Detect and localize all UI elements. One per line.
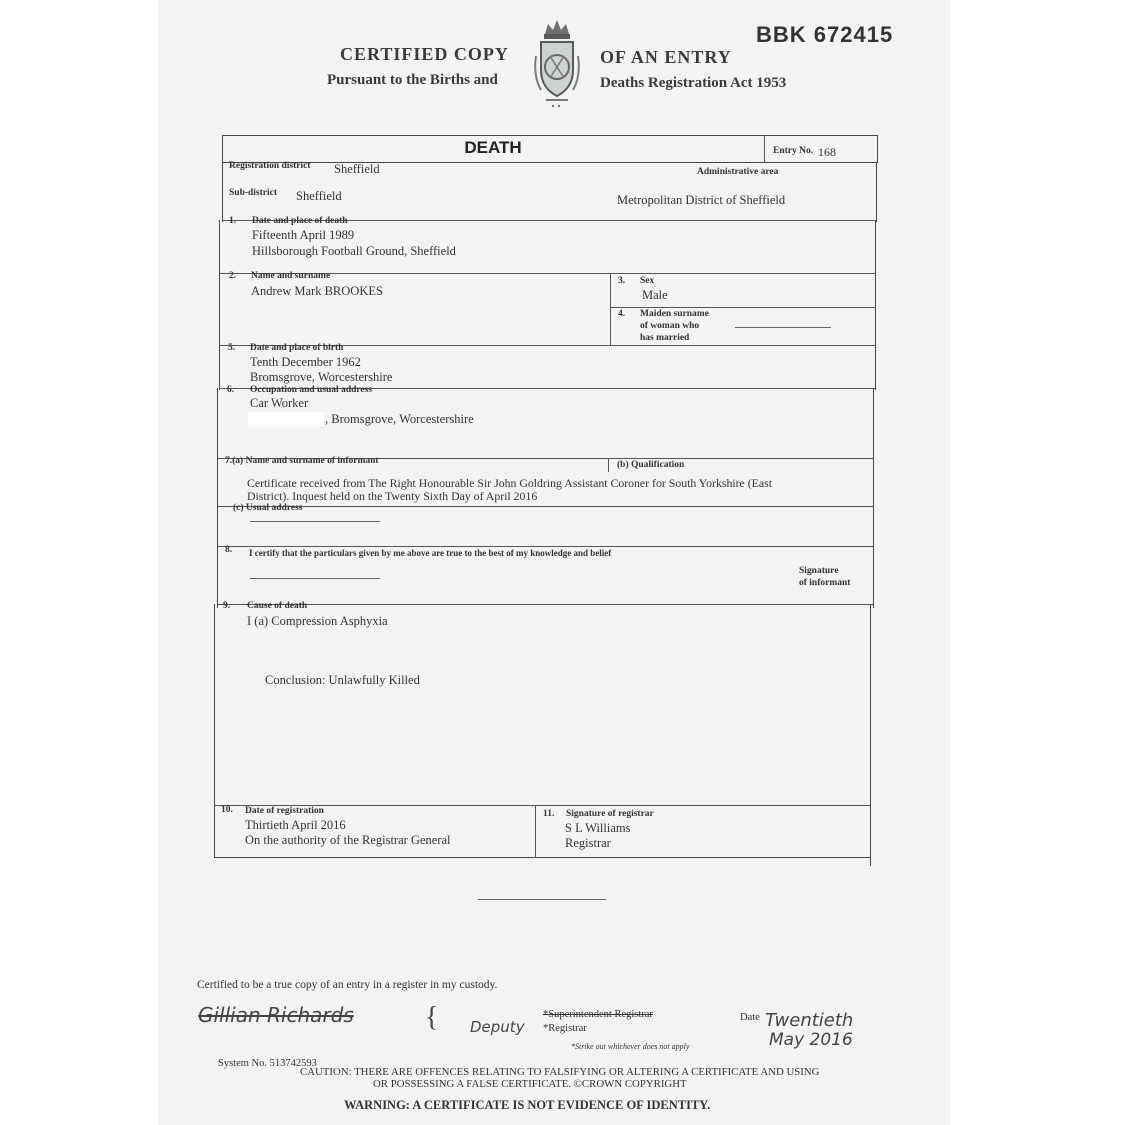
registration-date-label: Date of registration xyxy=(245,806,324,816)
registration-date: Thirtieth April 2016 xyxy=(245,818,346,832)
sub-district: Sheffield xyxy=(296,189,342,203)
header-subtitle-left: Pursuant to the Births and xyxy=(327,72,498,88)
cause-of-death: I (a) Compression Asphyxia xyxy=(247,614,388,628)
certified-statement: Certified to be a true copy of an entry in a register in my custody. xyxy=(197,979,498,991)
usual-address: , Bromsgrove, Worcestershire xyxy=(325,412,474,426)
sex-label: Sex xyxy=(640,276,655,286)
entry-no-label: Entry No. xyxy=(773,146,814,156)
field-3-number: 3. xyxy=(618,276,626,286)
informant-line-1: Certificate received from The Right Honourable Sir John Goldring Assistant Coroner for South Yorkshire (East xyxy=(247,476,772,490)
informant-line-2: District). Inquest held on the Twenty Sixth Day of April 2016 xyxy=(247,489,538,503)
sub-district-label: Sub-district xyxy=(229,188,278,198)
date-place-birth-label: Date and place of birth xyxy=(250,343,344,353)
date-of-death: Fifteenth April 1989 xyxy=(252,228,355,242)
registration-district-label: Registration district xyxy=(229,161,311,171)
registration-authority: On the authority of the Registrar General xyxy=(245,833,451,847)
footer-rule xyxy=(478,899,606,900)
name-surname-label: Name and surname xyxy=(251,271,331,281)
field-2-number: 2. xyxy=(229,271,237,281)
header-subtitle-right: Deaths Registration Act 1953 xyxy=(600,75,787,91)
informant-address-blank xyxy=(250,521,380,522)
date-label: Date xyxy=(740,1012,760,1023)
serial-number: BBK 672415 xyxy=(756,22,894,47)
inquest-conclusion: Conclusion: Unlawfully Killed xyxy=(265,673,420,687)
strike-note: *Strike out whichever does not apply xyxy=(571,1042,690,1051)
brace-glyph: { xyxy=(425,1002,439,1033)
registrar-option: *Registrar xyxy=(543,1023,587,1034)
certified-date-line-1: Twentieth xyxy=(765,1010,854,1031)
field-11-number: 11. xyxy=(543,809,555,819)
certified-date-line-2: May 2016 xyxy=(769,1030,853,1050)
occupation-address-label: Occupation and usual address xyxy=(250,385,373,395)
registrar-signature-label: Signature of registrar xyxy=(566,809,654,819)
royal-crest-icon xyxy=(532,16,582,110)
redacted-address xyxy=(248,412,324,426)
form-title: DEATH xyxy=(464,138,522,157)
field-4-number: 4. xyxy=(618,309,626,319)
field-6-number: 6. xyxy=(227,385,235,395)
signature-label: Signature xyxy=(799,566,839,576)
system-number: System No. 513742593 xyxy=(218,1058,317,1069)
signature-informant-label: of informant xyxy=(799,578,851,588)
maiden-surname-label-2: of woman who xyxy=(640,321,700,331)
field-9-number: 9. xyxy=(223,601,231,611)
identity-warning: WARNING: A CERTIFICATE IS NOT EVIDENCE OF IDENTITY. xyxy=(344,1098,711,1112)
informant-signature-blank xyxy=(250,578,380,579)
sex-value: Male xyxy=(642,288,668,302)
place-of-birth: Bromsgrove, Worcestershire xyxy=(250,370,393,384)
cause-of-death-label: Cause of death xyxy=(247,601,308,611)
administrative-area-label: Administrative area xyxy=(697,167,779,177)
header-title-right: OF AN ENTRY xyxy=(600,47,732,67)
registrar-name: S L Williams xyxy=(565,821,631,835)
caution-line-1: CAUTION: THERE ARE OFFENCES RELATING TO FALSIFYING OR ALTERING A CERTIFICATE AND USING xyxy=(300,1066,820,1078)
registration-district: Sheffield xyxy=(334,162,380,176)
occupation: Car Worker xyxy=(250,396,309,410)
qualification-label: (b) Qualification xyxy=(617,460,685,470)
date-place-death-label: Date and place of death xyxy=(252,216,348,226)
date-of-birth: Tenth December 1962 xyxy=(250,355,361,369)
maiden-surname-label: Maiden surname xyxy=(640,309,709,319)
place-of-death: Hillsborough Football Ground, Sheffield xyxy=(252,244,456,258)
certifier-signature: Gillian Richards xyxy=(198,1003,354,1027)
informant-name-label: 7.(a) Name and surname of informant xyxy=(225,456,379,466)
caution-line-2: OR POSSESSING A FALSE CERTIFICATE. ©CROWN COPYRIGHT xyxy=(373,1078,687,1090)
field-1-number: 1. xyxy=(229,216,237,226)
field-8-number: 8. xyxy=(225,545,233,555)
certify-statement: I certify that the particulars given by me above are true to the best of my knowledge and belief xyxy=(249,548,612,558)
administrative-area: Metropolitan District of Sheffield xyxy=(617,193,786,207)
maiden-surname-blank xyxy=(735,327,831,328)
field-10-number: 10. xyxy=(221,805,233,815)
registrar-title: Registrar xyxy=(565,836,611,850)
deceased-name: Andrew Mark BROOKES xyxy=(251,284,383,298)
maiden-surname-label-3: has married xyxy=(640,333,690,343)
superintendent-registrar-struck: *Superintendent Registrar xyxy=(543,1009,653,1020)
deputy-handwritten: Deputy xyxy=(470,1018,525,1036)
field-5-number: 5. xyxy=(228,343,236,353)
header-title-left: CERTIFIED COPY xyxy=(340,44,509,64)
informant-address-label: (c) Usual address xyxy=(233,503,303,513)
entry-no: 168 xyxy=(818,145,836,159)
